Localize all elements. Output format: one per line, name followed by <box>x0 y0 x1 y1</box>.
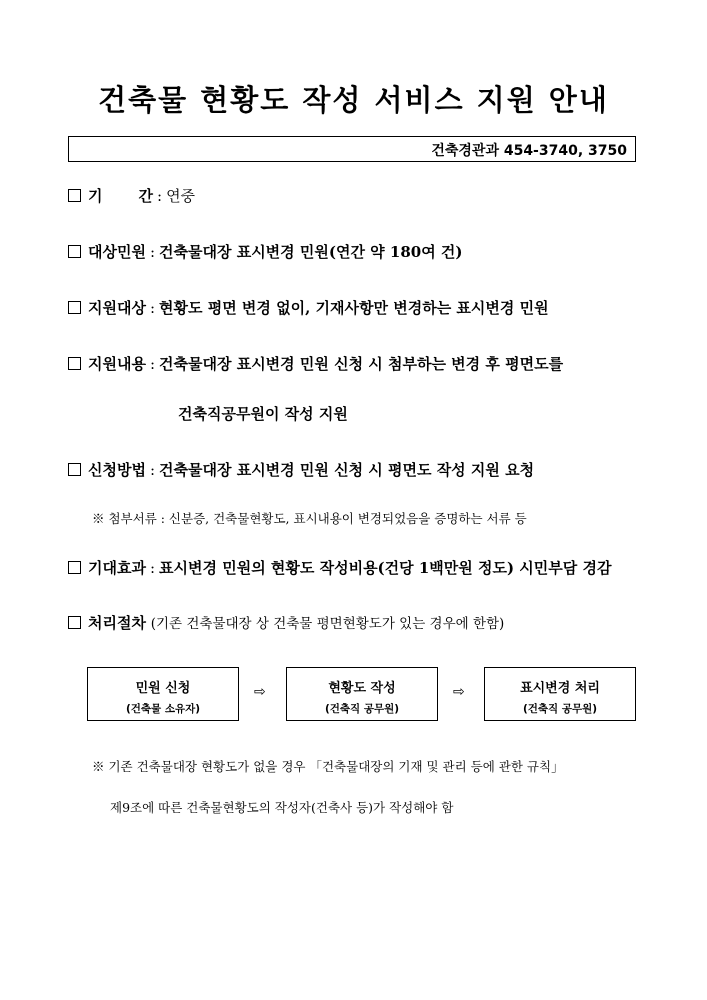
page-title: 건축물 현황도 작성 서비스 지원 안내 <box>98 83 609 117</box>
item-separator: : <box>149 559 156 577</box>
item-separator: : <box>149 299 156 317</box>
checkbox-square-icon <box>68 301 81 314</box>
item-label: 신청방법 <box>88 461 146 479</box>
flow-step-draw <box>286 667 438 721</box>
item-value: 건축물대장 표시변경 민원(연간 약 180여 건) <box>159 243 463 261</box>
item-value: 현황도 평면 변경 없이, 기재사항만 변경하는 표시변경 민원 <box>159 299 549 317</box>
item-value: 표시변경 민원의 현황도 작성비용(건당 1백만원 정도) 시민부담 경감 <box>159 559 612 577</box>
attachment-note: ※ 첨부서류 : 신분증, 건축물현황도, 표시내용이 변경되었음을 증명하는 서류 등 <box>92 511 527 526</box>
item-support-content <box>68 353 563 374</box>
checkbox-square-icon <box>68 561 81 574</box>
item-separator: : <box>149 243 156 261</box>
flow-step-actor: (건축물 소유자) <box>125 703 201 715</box>
item-value: 연중 <box>166 187 196 205</box>
flow-step-process <box>484 667 636 721</box>
department-contact: 건축경관과 454-3740, 3750 <box>431 143 627 159</box>
checkbox-square-icon <box>68 189 81 202</box>
item-label: 지원대상 <box>88 299 146 317</box>
footnote-line-1: ※ 기존 건축물대장 현황도가 없을 경우 「건축물대장의 기재 및 관리 등에 관한 규칙」 <box>92 759 564 774</box>
flow-step-actor: (건축직 공무원) <box>324 703 400 715</box>
checkbox-square-icon <box>68 245 81 258</box>
arrow-right-icon: ⇨ <box>453 684 465 700</box>
item-target-civil <box>68 241 463 262</box>
checkbox-square-icon <box>68 357 81 370</box>
item-support-target <box>68 297 549 318</box>
department-contact-box <box>68 136 636 162</box>
item-label: 지원내용 <box>88 355 146 373</box>
item-separator: : <box>157 187 163 205</box>
arrow-right-icon: ⇨ <box>254 684 266 700</box>
flow-step-apply <box>87 667 239 721</box>
item-label: 기대효과 <box>88 559 146 577</box>
item-value: 건축물대장 표시변경 민원 신청 시 첨부하는 변경 후 평면도를 <box>159 355 564 373</box>
item-procedure <box>68 612 504 633</box>
flow-step-title: 민원 신청 <box>135 681 191 696</box>
procedure-note: (기존 건축물대장 상 건축물 평면현황도가 있는 경우에 한함) <box>150 616 505 632</box>
item-value-continued: 건축직공무원이 작성 지원 <box>178 405 348 423</box>
flow-step-title: 현황도 작성 <box>328 681 396 696</box>
checkbox-square-icon <box>68 463 81 476</box>
item-separator: : <box>149 355 156 373</box>
item-value: 건축물대장 표시변경 민원 신청 시 평면도 작성 지원 요청 <box>159 461 535 479</box>
item-separator: : <box>149 461 156 479</box>
flow-step-title: 표시변경 처리 <box>520 681 600 696</box>
checkbox-square-icon <box>68 616 81 629</box>
flow-step-actor: (건축직 공무원) <box>522 703 598 715</box>
item-period <box>68 185 195 206</box>
item-label: 처리절차 <box>88 614 146 632</box>
item-label: 기 간 <box>88 187 153 205</box>
item-expected-effect <box>68 557 611 578</box>
item-application-method <box>68 459 534 480</box>
item-label: 대상민원 <box>88 243 146 261</box>
footnote-line-2: 제9조에 따른 건축물현황도의 작성자(건축사 등)가 작성해야 함 <box>110 800 454 815</box>
